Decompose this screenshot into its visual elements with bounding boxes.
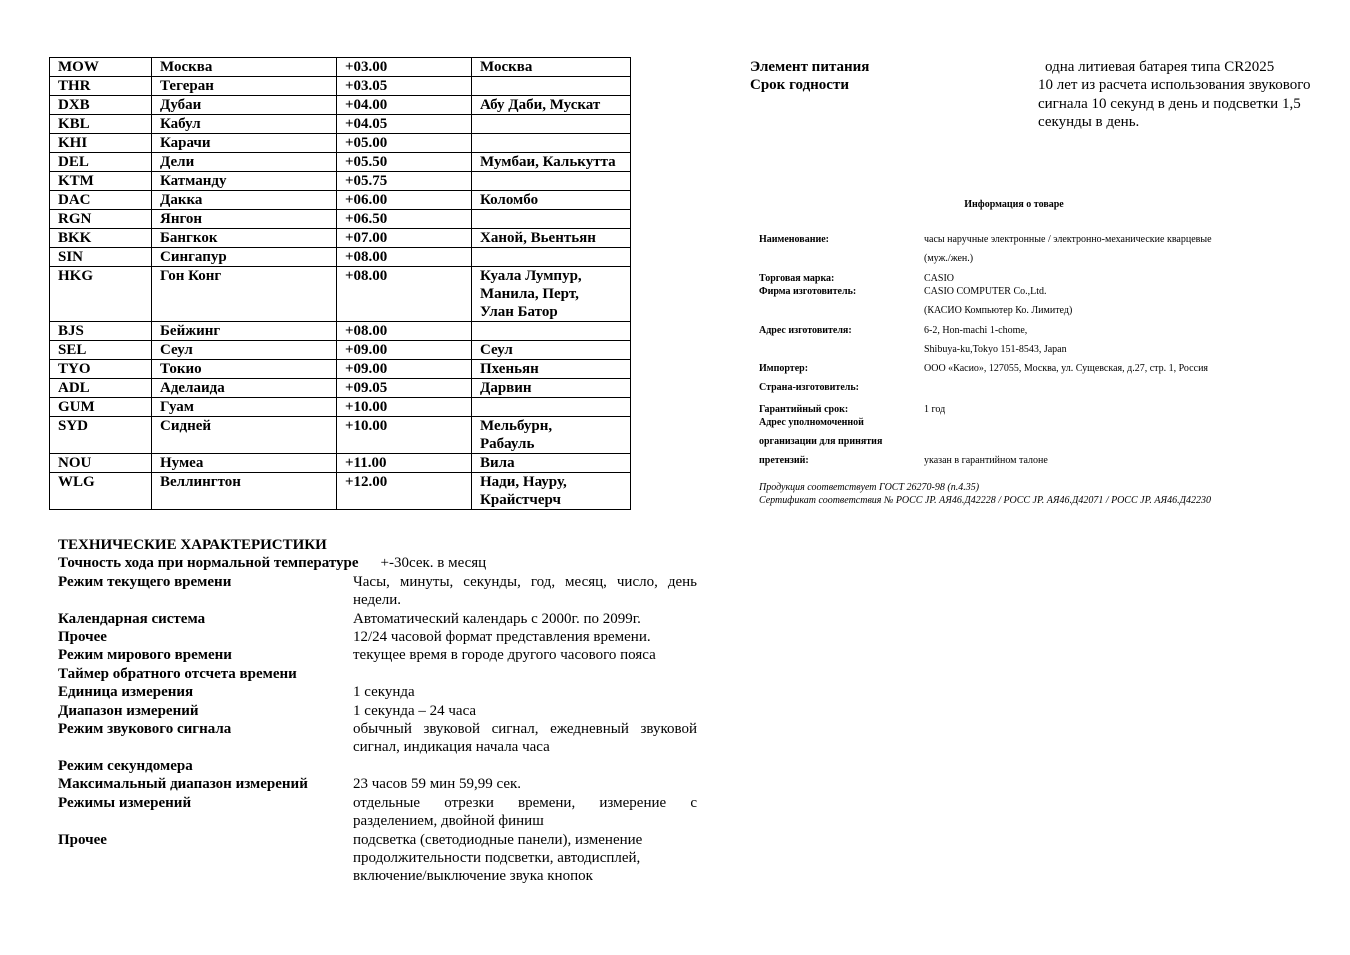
gost-note: Продукция соответствует ГОСТ 26270-98 (п.4.35)	[759, 482, 980, 493]
info-warranty-label: Гарантийный срок:	[759, 404, 849, 415]
info-address-value: 6-2, Hon-machi 1-chome,	[924, 325, 1028, 336]
info-importer-value: ООО «Касио», 127055, Москва, ул. Сущевская, д.27, стр. 1, Россия	[924, 363, 1209, 374]
spec-alarm-value: обычный звуковой сигнал, ежедневный звуковой сигнал, индикация начала часа	[353, 721, 697, 756]
product-info-section	[759, 198, 1319, 507]
timezone-code: KHI	[50, 134, 152, 153]
timezone-offset: +07.00	[337, 229, 472, 248]
timezone-city: Гон Конг	[152, 267, 337, 322]
spec-accuracy-value: +-30сек. в месяц	[380, 555, 487, 572]
timezone-code: RGN	[50, 210, 152, 229]
info-maker-value: CASIO COMPUTER Co.,Ltd.	[924, 286, 1047, 297]
timezone-other-cities: Абу Даби, Мускат	[472, 96, 631, 115]
timezone-code: TYO	[50, 360, 152, 379]
timezone-row	[50, 229, 631, 248]
timezone-other-cities	[472, 210, 631, 229]
spec-modes-value: отдельные отрезки времени, измерение с разделением, двойной финиш	[353, 794, 697, 830]
timezone-offset: +09.00	[337, 341, 472, 360]
info-maker	[759, 285, 1319, 298]
timezone-offset: +08.00	[337, 248, 472, 267]
timezone-row	[50, 473, 631, 510]
spec-max-range-value: 23 часов 59 мин 59,99 сек.	[353, 776, 522, 793]
timezone-offset: +05.00	[337, 134, 472, 153]
timezone-offset: +08.00	[337, 267, 472, 322]
spec-world-time-value: текущее время в городе другого часового пояса	[353, 647, 656, 664]
timezone-row	[50, 58, 631, 77]
timezone-row	[50, 417, 631, 454]
timezone-row	[50, 341, 631, 360]
spec-accuracy	[58, 554, 698, 572]
timezone-offset: +11.00	[337, 454, 472, 473]
timezone-city: Дели	[152, 153, 337, 172]
timezone-city: Нумеа	[152, 454, 337, 473]
timezone-row	[50, 398, 631, 417]
timezone-row	[50, 379, 631, 398]
timezone-other-cities: Вила	[472, 454, 631, 473]
timezone-code: DEL	[50, 153, 152, 172]
timezone-offset: +12.00	[337, 473, 472, 510]
timezone-code: BKK	[50, 229, 152, 248]
spec-other2-label: Прочее	[58, 831, 107, 848]
timezone-city: Сеул	[152, 341, 337, 360]
info-importer-label: Импортер:	[759, 363, 809, 374]
info-agency-2	[759, 435, 1319, 448]
timezone-other-cities	[472, 398, 631, 417]
spec-alarm	[58, 720, 698, 757]
info-country	[759, 381, 1319, 394]
spec-calendar	[58, 610, 698, 628]
spec-max-range-label: Максимальный диапазон измерений	[58, 776, 308, 793]
timezone-code: SIN	[50, 248, 152, 267]
timezone-city: Аделаида	[152, 379, 337, 398]
timezone-other-cities: Ханой, Вьентьян	[472, 229, 631, 248]
timezone-other-cities	[472, 248, 631, 267]
timezone-code: BJS	[50, 322, 152, 341]
timezone-code: NOU	[50, 454, 152, 473]
spec-other2-value: подсветка (светодиодные панели), изменение продолжительности подсветки, автодисплей, включение/выключение звука кнопок	[353, 831, 643, 885]
timezone-code: SEL	[50, 341, 152, 360]
timezone-other-cities: Коломбо	[472, 191, 631, 210]
timezone-city: Сингапур	[152, 248, 337, 267]
timezone-code: GUM	[50, 398, 152, 417]
info-maker-value-2: (КАСИО Компьютер Ко. Лимитед)	[924, 305, 1073, 316]
info-name-value-2: (муж./жен.)	[924, 253, 974, 264]
spec-range	[58, 702, 698, 720]
timezone-row	[50, 454, 631, 473]
timezone-city: Гуам	[152, 398, 337, 417]
timezone-city: Карачи	[152, 134, 337, 153]
info-name-2	[759, 252, 1319, 265]
timezone-table-body	[50, 58, 631, 510]
info-address-label: Адрес изготовителя:	[759, 325, 852, 336]
timezone-offset: +09.00	[337, 360, 472, 379]
timezone-city: Сидней	[152, 417, 337, 454]
spec-world-time	[58, 646, 698, 664]
info-maker-label: Фирма изготовитель:	[759, 286, 857, 297]
timezone-code: KBL	[50, 115, 152, 134]
timezone-code: HKG	[50, 267, 152, 322]
timezone-other-cities: Мельбурн, Рабауль	[472, 417, 631, 454]
shelf-life-label: Срок годности	[750, 77, 849, 94]
battery-label: Элемент питания	[750, 59, 870, 75]
timezone-other-cities: Мумбаи, Калькутта	[472, 153, 631, 172]
timezone-row	[50, 191, 631, 210]
spec-unit-value: 1 секунда	[353, 684, 415, 701]
spec-alarm-label: Режим звукового сигнала	[58, 721, 232, 738]
info-agency-3	[759, 454, 1319, 467]
timezone-offset: +04.00	[337, 96, 472, 115]
tech-specs-section	[58, 536, 698, 886]
info-brand-value: CASIO	[924, 273, 955, 284]
timezone-offset: +05.75	[337, 172, 472, 191]
info-agency-label-2: организации для принятия	[759, 436, 883, 447]
info-address-value-2: Shibuya-ku,Tokyo 151-8543, Japan	[924, 344, 1067, 355]
spec-unit	[58, 683, 698, 701]
spec-other1-value: 12/24 часовой формат представления времени.	[353, 629, 651, 646]
timezone-row	[50, 248, 631, 267]
timezone-offset: +08.00	[337, 322, 472, 341]
power-battery	[750, 58, 1320, 76]
timezone-other-cities	[472, 77, 631, 96]
timezone-code: DAC	[50, 191, 152, 210]
power-section	[750, 58, 1320, 132]
timezone-city: Токио	[152, 360, 337, 379]
timezone-code: KTM	[50, 172, 152, 191]
info-agency-label-1: Адрес уполномоченной	[759, 417, 864, 428]
timezone-row	[50, 172, 631, 191]
info-agency-1	[759, 416, 1319, 429]
timezone-other-cities	[472, 172, 631, 191]
timezone-other-cities	[472, 322, 631, 341]
info-warranty-value: 1 год	[924, 404, 946, 415]
timezone-offset: +04.05	[337, 115, 472, 134]
timezone-row	[50, 96, 631, 115]
info-warranty	[759, 403, 1319, 416]
timezone-offset: +10.00	[337, 417, 472, 454]
timezone-row	[50, 267, 631, 322]
spec-other2	[58, 831, 698, 886]
spec-world-time-label: Режим мирового времени	[58, 647, 232, 664]
info-agency-label-3: претензий:	[759, 455, 809, 466]
spec-current-time-value: Часы, минуты, секунды, год, месяц, число, день недели.	[353, 573, 697, 609]
timezone-code: WLG	[50, 473, 152, 510]
timezone-offset: +09.05	[337, 379, 472, 398]
spec-other1	[58, 628, 698, 646]
info-address-2	[759, 343, 1319, 356]
timezone-row	[50, 134, 631, 153]
info-maker-2	[759, 304, 1319, 317]
timezone-offset: +03.00	[337, 58, 472, 77]
spec-modes-label: Режимы измерений	[58, 794, 192, 811]
timezone-other-cities: Куала Лумпур, Манила, Перт, Улан Батор	[472, 267, 631, 322]
spec-stopwatch-label: Режим секундомера	[58, 757, 193, 774]
info-name	[759, 233, 1319, 246]
timezone-city: Тегеран	[152, 77, 337, 96]
timezone-row	[50, 322, 631, 341]
certificate-note: Сертификат соответствия № РОСС JP. АЯ46.Д42228 / РОСС JP. АЯ46.Д42071 / РОСС JP. АЯ46.Д42230	[759, 495, 1211, 506]
timezone-other-cities	[472, 134, 631, 153]
info-brand-label: Торговая марка:	[759, 273, 835, 284]
product-info-title: Информация о товаре	[964, 199, 1064, 210]
timezone-other-cities: Нади, Науру, Крайстчерч	[472, 473, 631, 510]
timezone-city: Янгон	[152, 210, 337, 229]
timezone-city: Бейжинг	[152, 322, 337, 341]
timezone-code: DXB	[50, 96, 152, 115]
timezone-offset: +06.00	[337, 191, 472, 210]
spec-range-label: Диапазон измерений	[58, 702, 199, 719]
spec-current-time-label: Режим текущего времени	[58, 573, 232, 590]
timezone-other-cities: Дарвин	[472, 379, 631, 398]
info-brand	[759, 272, 1319, 285]
timezone-offset: +03.05	[337, 77, 472, 96]
timezone-row	[50, 153, 631, 172]
timezone-offset: +10.00	[337, 398, 472, 417]
timezone-city: Кабул	[152, 115, 337, 134]
spec-countdown-label: Таймер обратного отсчета времени	[58, 665, 297, 682]
spec-max-range	[58, 775, 698, 793]
timezone-city: Бангкок	[152, 229, 337, 248]
spec-range-value: 1 секунда – 24 часа	[353, 702, 477, 719]
timezone-city: Дубаи	[152, 96, 337, 115]
timezone-table	[49, 57, 631, 510]
timezone-row	[50, 115, 631, 134]
timezone-city: Москва	[152, 58, 337, 77]
spec-modes	[58, 794, 698, 831]
spec-other1-label: Прочее	[58, 629, 107, 646]
timezone-row	[50, 360, 631, 379]
spec-current-time	[58, 573, 698, 610]
timezone-row	[50, 210, 631, 229]
info-agency-value: указан в гарантийном талоне	[924, 455, 1048, 466]
specs-heading: ТЕХНИЧЕСКИЕ ХАРАКТЕРИСТИКИ	[58, 537, 327, 553]
spec-unit-label: Единица измерения	[58, 684, 194, 701]
info-country-label: Страна-изготовитель:	[759, 382, 859, 393]
timezone-code: MOW	[50, 58, 152, 77]
timezone-other-cities: Москва	[472, 58, 631, 77]
timezone-city: Катманду	[152, 172, 337, 191]
spec-calendar-label: Календарная система	[58, 610, 206, 627]
power-shelf-life	[750, 76, 1320, 131]
shelf-life-value: 10 лет из расчета использования звукового сигнала 10 секунд в день и подсветки 1,5 секунды в день.	[1038, 77, 1311, 131]
spec-accuracy-label: Точность хода при нормальной температуре	[58, 555, 359, 572]
timezone-offset: +05.50	[337, 153, 472, 172]
timezone-city: Дакка	[152, 191, 337, 210]
timezone-city: Веллингтон	[152, 473, 337, 510]
battery-value: одна литиевая батарея типа CR2025	[1045, 59, 1275, 75]
timezone-code: ADL	[50, 379, 152, 398]
timezone-row	[50, 77, 631, 96]
timezone-other-cities: Сеул	[472, 341, 631, 360]
timezone-other-cities	[472, 115, 631, 134]
spec-calendar-value: Автоматический календарь с 2000г. по 2099г.	[353, 610, 641, 627]
info-importer	[759, 362, 1319, 375]
timezone-offset: +06.50	[337, 210, 472, 229]
info-name-label: Наименование:	[759, 234, 829, 245]
timezone-code: THR	[50, 77, 152, 96]
info-address	[759, 324, 1319, 337]
timezone-code: SYD	[50, 417, 152, 454]
timezone-other-cities: Пхеньян	[472, 360, 631, 379]
info-name-value: часы наручные электронные / электронно-механические кварцевые	[924, 234, 1212, 245]
